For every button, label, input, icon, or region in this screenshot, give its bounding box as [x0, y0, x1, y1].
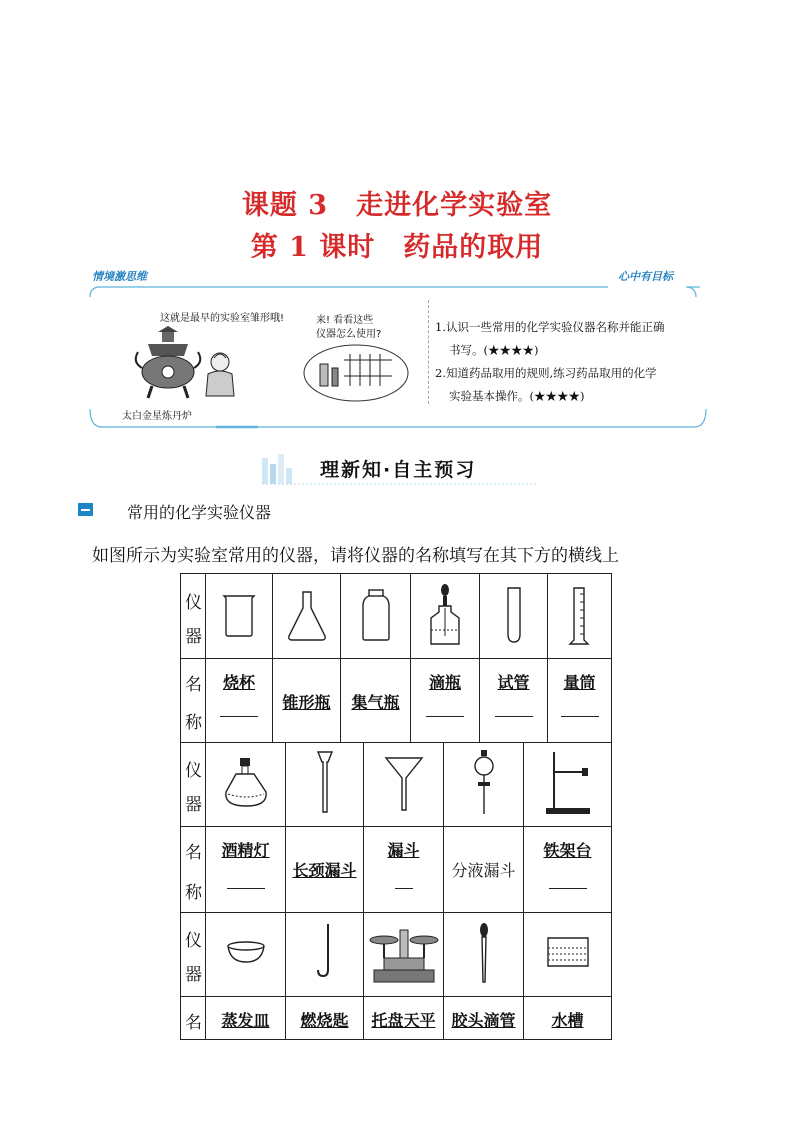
balance-icon: [364, 912, 444, 996]
row-label-name: 名: [185, 1013, 202, 1033]
answer-blank-line: [220, 716, 258, 717]
dropper-bottle-cell: [410, 574, 479, 658]
tag-goals: 心中有目标: [618, 270, 673, 283]
gas-jar-cell: [340, 574, 410, 658]
table-row: [181, 826, 611, 913]
evaporating-dish-cell: [205, 912, 285, 996]
table-row: [181, 912, 611, 997]
test-tube-icon: [480, 574, 548, 658]
answer-blank-line: [561, 716, 599, 717]
answer-dropper-bottle: 滴瓶: [428, 673, 461, 692]
water-trough-icon: [524, 912, 612, 996]
test-tube-cell: [479, 574, 547, 658]
answer-test-tube: 试管: [497, 673, 530, 692]
instruments-table: [180, 573, 612, 1040]
goal-1-line-2: 书写。(★★★★): [449, 343, 539, 357]
answer-iron-stand: 铁架台: [543, 841, 592, 860]
lesson-subtitle: 第 1 课时 药品的取用: [250, 232, 544, 263]
answer-blank-line: [395, 888, 413, 889]
answer-beaker: 烧杯: [222, 673, 255, 692]
long-neck-funnel-icon: [286, 742, 364, 826]
water-trough-cell: [523, 912, 611, 996]
rubber-dropper-icon: [444, 912, 524, 996]
rubber-dropper-cell: [443, 912, 523, 996]
beaker-icon: [206, 574, 273, 658]
row-label-instrument: 仪 器: [185, 931, 202, 985]
answer-cell: [285, 826, 363, 912]
row-label-name: 名 称: [185, 843, 202, 903]
section-banner-title: 理新知·自主预习: [320, 459, 477, 481]
furnace-caption: 这就是最早的实验室雏形哦!: [160, 313, 285, 324]
lesson-title: 课题 3 走进化学实验室: [241, 190, 553, 221]
separatory-funnel-icon: [444, 742, 524, 826]
balance-cell: [363, 912, 443, 996]
section-number-marker: [78, 503, 93, 516]
answer-blank-line: [549, 888, 587, 889]
funnel-icon: [364, 742, 444, 826]
answer-cell: [547, 658, 611, 742]
learning-goals: [435, 316, 703, 408]
alchemy-furnace-illustration: [128, 322, 248, 402]
answer-measuring-cylinder: 量筒: [563, 673, 596, 692]
answer-water-trough: 水槽: [551, 1011, 584, 1030]
table-row: [181, 742, 611, 827]
answer-rubber-dropper: 胶头滴管: [451, 1011, 516, 1030]
instruments-thought-bubble: [300, 340, 412, 406]
combustion-spoon-cell: [285, 912, 363, 996]
answer-funnel: 漏斗: [387, 841, 420, 860]
answer-cell: [340, 658, 410, 742]
answer-cell: [523, 996, 611, 1040]
funnel-cell: [363, 742, 443, 826]
answer-gas-jar: 集气瓶: [351, 693, 400, 712]
goal-2-line-1: 2.知道药品取用的规则,练习药品取用的化学: [435, 366, 657, 380]
furnace-label: 太白金星炼丹炉: [122, 411, 192, 422]
answer-cell: [479, 658, 547, 742]
section-heading: 常用的化学实验仪器: [127, 503, 272, 522]
gas-jar-icon: [341, 574, 411, 658]
answer-conical-flask: 锥形瓶: [282, 693, 331, 712]
answer-combustion-spoon: 燃烧匙: [300, 1011, 349, 1030]
answer-cell: [410, 658, 479, 742]
separatory-funnel-cell: [443, 742, 523, 826]
combustion-spoon-icon: [286, 912, 364, 996]
alcohol-lamp-cell: [205, 742, 285, 826]
answer-blank-line: [227, 888, 265, 889]
iron-stand-cell: [523, 742, 611, 826]
row-label-name: 名 称: [185, 675, 202, 733]
answer-cell: [205, 658, 272, 742]
question-caption-1: 来! 看看这些: [316, 315, 374, 326]
answer-alcohol-lamp: 酒精灯: [221, 841, 270, 860]
answer-balance: 托盘天平: [371, 1011, 436, 1030]
answer-cell: [443, 996, 523, 1040]
table-row: [181, 574, 611, 659]
answer-cell: [443, 826, 523, 912]
long-neck-funnel-cell: [285, 742, 363, 826]
answer-cell: [363, 996, 443, 1040]
answer-cell: [205, 996, 285, 1040]
answer-cell: [523, 826, 611, 912]
answer-evaporating-dish: 蒸发皿: [221, 1011, 270, 1030]
tag-scenario: 情境激思维: [92, 270, 147, 283]
goal-2-line-2: 实验基本操作。(★★★★): [449, 389, 585, 403]
answer-long-neck-funnel: 长颈漏斗: [292, 861, 357, 880]
table-row: [181, 658, 611, 743]
row-label-instrument: 仪 器: [185, 761, 202, 815]
answer-cell: [272, 658, 340, 742]
table-row: [181, 996, 611, 1040]
answer-separatory-funnel: 分液漏斗: [451, 861, 516, 880]
answer-cell: [363, 826, 443, 912]
conical-flask-icon: [273, 574, 341, 658]
beaker-cell: [205, 574, 272, 658]
question-caption-2: 仪器怎么使用?: [316, 329, 382, 340]
instruction-text: 如图所示为实验室常用的仪器，请将仪器的名称填写在其下方的横线上: [92, 546, 619, 566]
answer-blank-line: [426, 716, 464, 717]
panel-divider: [428, 300, 429, 404]
flask-cell: [272, 574, 340, 658]
measuring-cylinder-icon: [548, 574, 612, 658]
row-label-instrument: 仪 器: [185, 593, 202, 647]
dropper-bottle-icon: [411, 574, 480, 658]
iron-stand-icon: [524, 742, 612, 826]
measuring-cylinder-cell: [547, 574, 611, 658]
evaporating-dish-icon: [206, 912, 286, 996]
alcohol-lamp-icon: [206, 742, 286, 826]
goal-1-line-1: 1.认识一些常用的化学实验仪器名称并能正确: [435, 320, 665, 334]
answer-blank-line: [495, 716, 533, 717]
panel-top-border: [88, 277, 708, 299]
answer-cell: [285, 996, 363, 1040]
answer-cell: [205, 826, 285, 912]
